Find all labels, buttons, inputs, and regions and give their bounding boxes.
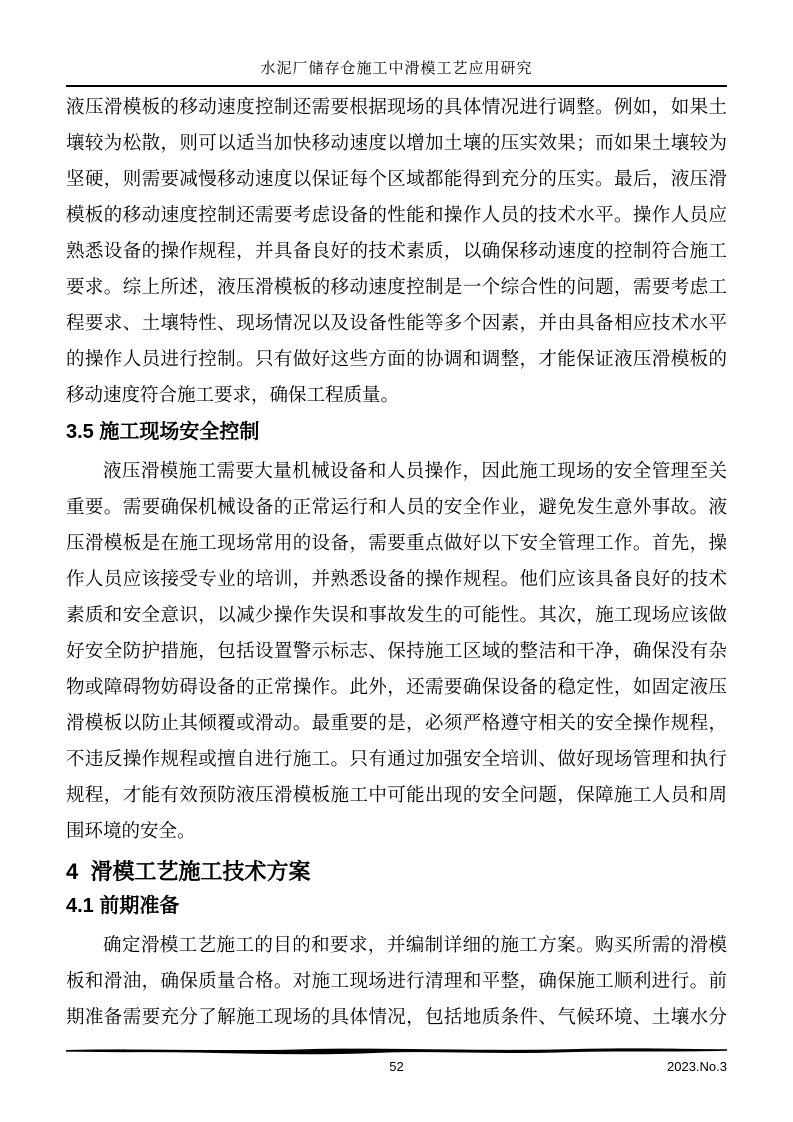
text-line: 规程，才能有效预防液压滑模板施工中可能出现的安全问题，保障施工人员和周 (66, 786, 727, 806)
text-line: 重要。需要确保机械设备的正常运行和人员的安全作业，避免发生意外事故。液 (66, 498, 727, 518)
text-line: 液压滑模板的移动速度控制还需要根据现场的具体情况进行调整。例如，如果土 (66, 98, 727, 118)
text-line: 期准备需要充分了解施工现场的具体情况，包括地质条件、气候环境、土壤水分 (66, 1008, 727, 1028)
paragraph (66, 454, 727, 850)
running-header-title: 水泥厂储存仓施工中滑模工艺应用研究 (260, 61, 533, 77)
subsection-heading: 3.5 施工现场安全控制 (66, 421, 260, 443)
page-header (66, 0, 727, 87)
text-line: 熟悉设备的操作规程，并具备良好的技术素质，以确保移动速度的控制符合施工 (66, 242, 727, 262)
text-line: 坚硬，则需要减慢移动速度以保证每个区域都能得到充分的压实。最后，液压滑 (66, 170, 727, 190)
text-line: 要求。综上所述，液压滑模板的移动速度控制是一个综合性的问题，需要考虑工 (66, 278, 727, 298)
text-line: 压滑模板是在施工现场常用的设备，需要重点做好以下安全管理工作。首先，操 (66, 534, 727, 554)
text-line: 液压滑模施工需要大量机械设备和人员操作，因此施工现场的安全管理至关 (103, 462, 727, 482)
page-footer (66, 1046, 727, 1075)
text-line: 程要求、土壤特性、现场情况以及设备性能等多个因素，并由具备相应技术水平 (66, 314, 727, 334)
text-line: 物或障碍物妨碍设备的正常操作。此外，还需要确保设备的稳定性，如固定液压 (66, 678, 727, 698)
text-line: 不违反操作规程或擅自进行施工。只有通过加强安全培训、做好现场管理和执行 (66, 750, 727, 770)
issue-number: 2023.No.3 (667, 1059, 727, 1074)
text-line: 围环境的安全。 (66, 822, 196, 842)
section-heading: 4 滑模工艺施工技术方案 (66, 859, 311, 884)
text-line: 模板的移动速度控制还需要考虑设备的性能和操作人员的技术水平。操作人员应 (66, 206, 727, 226)
text-line: 板和滑油，确保质量合格。对施工现场进行清理和平整，确保施工顺利进行。前 (66, 972, 727, 992)
paragraph (66, 90, 727, 414)
document-body (66, 90, 727, 1036)
text-line: 确定滑模工艺施工的目的和要求，并编制详细的施工方案。购买所需的滑模 (103, 936, 727, 956)
text-line: 作人员应该接受专业的培训，并熟悉设备的操作规程。他们应该具备良好的技术 (66, 570, 727, 590)
text-line: 素质和安全意识，以减少操作失误和事故发生的可能性。其次，施工现场应该做 (66, 606, 727, 626)
footer-text-row (66, 1059, 727, 1075)
text-line: 滑模板以防止其倾覆或滑动。最重要的是，必须严格遵守相关的安全操作规程， (66, 714, 727, 734)
text-line: 的操作人员进行控制。只有做好这些方面的协调和调整，才能保证液压滑模板的 (66, 350, 727, 370)
text-line: 好安全防护措施，包括设置警示标志、保持施工区域的整洁和干净，确保没有杂 (66, 642, 727, 662)
page-number: 52 (389, 1059, 404, 1074)
subsection-heading: 4.1 前期准备 (66, 895, 180, 917)
text-line: 壤较为松散，则可以适当加快移动速度以增加土壤的压实效果；而如果土壤较为 (66, 134, 727, 154)
text-line: 移动速度符合施工要求，确保工程质量。 (66, 386, 400, 406)
paragraph (66, 928, 727, 1036)
footer-rule (66, 1046, 727, 1056)
